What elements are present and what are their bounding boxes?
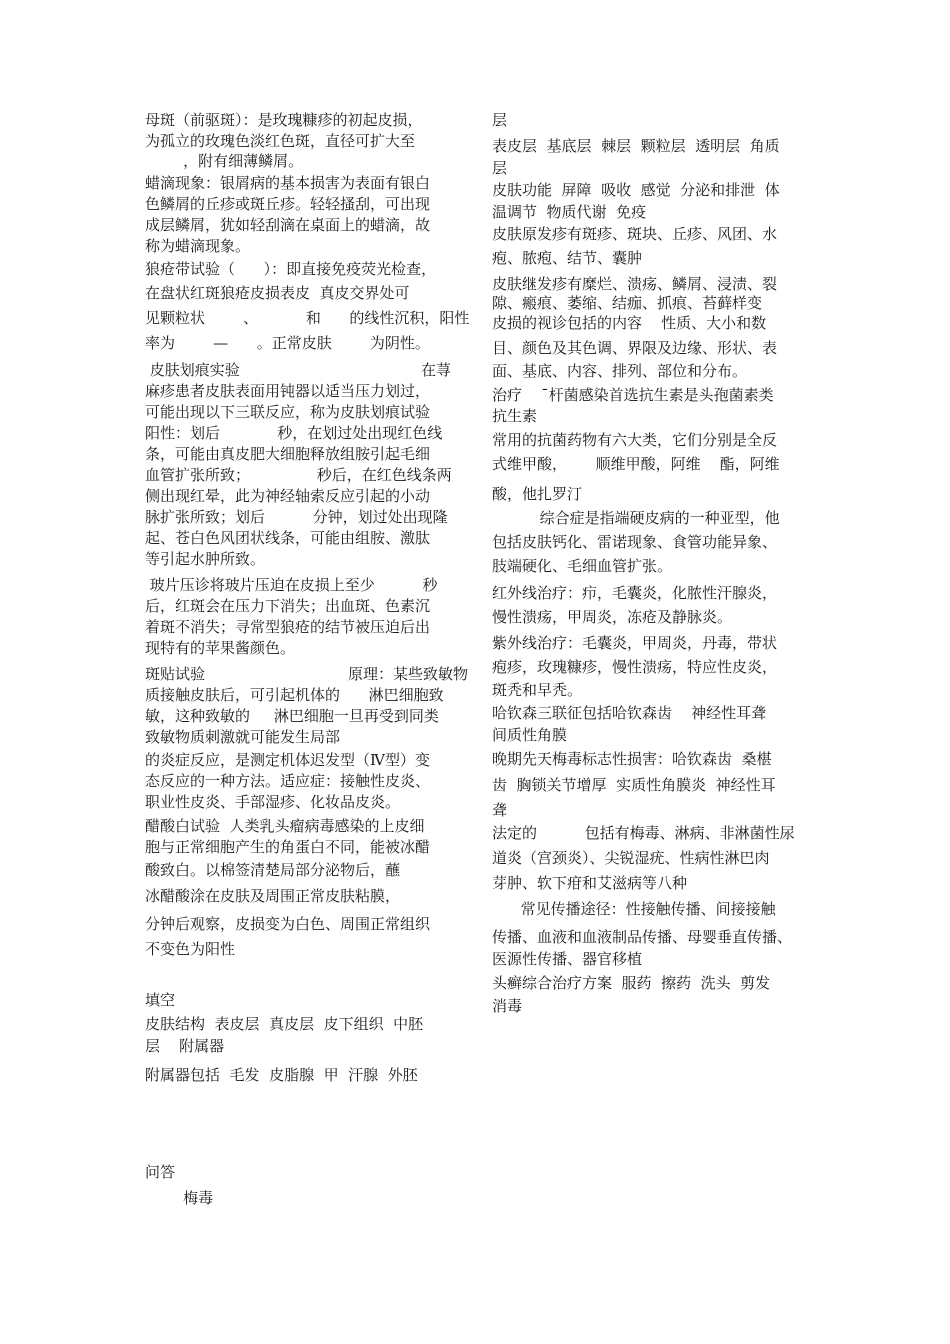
right-column-line: 隙、瘢痕、萎缩、结痂、抓痕、苔藓样变 bbox=[492, 294, 763, 312]
left-column-line: 率为 — 。正常皮肤 为阴性。 bbox=[145, 334, 430, 352]
right-column-line: 式维甲酸， 顺维甲酸，阿维 酯，阿维 bbox=[492, 455, 780, 473]
left-column-line: 脉扩张所致；划后 分钟，划过处出现隆 bbox=[145, 508, 448, 526]
left-column-line: 条，可能由真皮肥大细胞释放组胺引起毛细 bbox=[145, 445, 431, 463]
left-column-line: 皮肤划痕实验 在荨 bbox=[145, 361, 451, 379]
right-column-line: 紫外线治疗：毛囊炎，甲周炎，丹毒，带状 bbox=[492, 634, 778, 652]
right-column-line: 表皮层 基底层 棘层 颗粒层 透明层 角质 bbox=[492, 137, 780, 155]
right-column-line: 面、基底、内容、排列、部位和分布。 bbox=[492, 362, 748, 380]
left-column-line: 成层鳞屑，犹如轻刮滴在桌面上的蜡滴，故 bbox=[145, 216, 431, 234]
left-column-line: 不变色为阳性 bbox=[145, 940, 236, 958]
right-column-line: 消毒 bbox=[492, 997, 523, 1015]
left-column-line: 层 附属器 bbox=[145, 1037, 225, 1055]
right-column-line: 综合症是指端硬皮病的一种亚型，他 bbox=[492, 509, 780, 527]
left-column-line: 着斑不消失；寻常型狼疮的结节被压迫后出 bbox=[145, 618, 431, 636]
left-column-line: 可能出现以下三联反应，称为皮肤划痕试验 bbox=[145, 403, 431, 421]
left-column-line: 狼疮带试验（ ）：即直接免疫荧光检查， bbox=[145, 260, 437, 278]
right-column-line: 皮损的视诊包括的内容 性质、大小和数 bbox=[492, 314, 767, 332]
left-column-line: 侧出现红晕，此为神经轴索反应引起的小动 bbox=[145, 487, 431, 505]
left-column-line: 醋酸白试验 人类乳头瘤病毒感染的上皮细 bbox=[145, 817, 425, 835]
left-column-line: 填空 bbox=[145, 991, 176, 1009]
right-column-line: 皮肤原发疹有斑疹、斑块、丘疹、风团、水 bbox=[492, 225, 778, 243]
right-column-line: 常用的抗菌药物有六大类，它们分别是全反 bbox=[492, 431, 778, 449]
right-column-line: 治疗 ˉ杆菌感染首选抗生素是头孢菌素类 bbox=[492, 386, 774, 404]
right-column-line: 医源性传播、器官移植 bbox=[492, 950, 643, 968]
left-column-line: 皮肤结构 表皮层 真皮层 皮下组织 中胚 bbox=[145, 1015, 424, 1033]
left-column-line: 致敏物质刺激就可能发生局部 bbox=[145, 728, 341, 746]
left-column-line: 梅毒 bbox=[145, 1189, 214, 1207]
left-column-line: 附属器包括 毛发 皮脂腺 甲 汗腺 外胚 bbox=[145, 1066, 418, 1084]
right-column-line: 疱疹，玫瑰糠疹，慢性溃疡，特应性皮炎， bbox=[492, 658, 778, 676]
left-column-line: 的炎症反应，是测定机体迟发型（Ⅳ型）变 bbox=[145, 751, 430, 769]
right-column-line: 传播、血液和血液制品传播、母婴垂直传播、 bbox=[492, 928, 793, 946]
right-column-line: 晚期先天梅毒标志性损害：哈钦森齿 桑椹 bbox=[492, 750, 772, 768]
left-column-line: ，附有细薄鳞屑。 bbox=[145, 152, 304, 170]
left-column-line: 为孤立的玫瑰色淡红色斑，直径可扩大至 bbox=[145, 132, 416, 150]
left-column-line: 在盘状红斑狼疮皮损表皮 真皮交界处可 bbox=[145, 284, 410, 302]
right-column-line: 斑秃和早秃。 bbox=[492, 681, 583, 699]
right-column-line: 皮肤功能 屏障 吸收 感觉 分泌和排泄 体 bbox=[492, 181, 780, 199]
right-column-line: 疱、脓疱、结节、囊肿 bbox=[492, 249, 643, 267]
right-column-line: 肢端硬化、毛细血管扩张。 bbox=[492, 557, 673, 575]
left-column-line: 胞与正常细胞产生的角蛋白不同，能被冰醋 bbox=[145, 838, 431, 856]
left-column-line: 职业性皮炎、手部湿疹、化妆品皮炎。 bbox=[145, 793, 401, 811]
left-column-line: 色鳞屑的丘疹或斑丘疹。轻轻搔刮，可出现 bbox=[145, 195, 431, 213]
left-column-line: 称为蜡滴现象。 bbox=[145, 237, 251, 255]
right-column-line: 道炎（宫颈炎）、尖锐湿疣、性病性淋巴肉 bbox=[492, 849, 770, 867]
right-column-line: 温调节 物质代谢 免疫 bbox=[492, 203, 647, 221]
left-column-line: 分钟后观察，皮损变为白色、周围正常组织 bbox=[145, 915, 431, 933]
left-column-line: 起、苍白色风团状线条，可能由组胺、激肽 bbox=[145, 529, 431, 547]
right-column-line: 酸，他扎罗汀 bbox=[492, 485, 583, 503]
right-column-line: 哈钦森三联征包括哈钦森齿 神经性耳聋 bbox=[492, 704, 767, 722]
right-column-line: 层 bbox=[492, 159, 508, 177]
right-column-line: 间质性角膜 bbox=[492, 726, 568, 744]
left-column-line: 态反应的一种方法。适应症：接触性皮炎、 bbox=[145, 772, 431, 790]
left-column-line: 血管扩张所致； 秒后，在红色线条两 bbox=[145, 466, 452, 484]
left-column-line: 阳性：划后 秒，在划过处出现红色线 bbox=[145, 424, 443, 442]
left-column-line: 斑贴试验 原理：某些致敏物 bbox=[145, 665, 469, 683]
right-column-line: 聋 bbox=[492, 801, 508, 819]
left-column-line: 现特有的苹果酱颜色。 bbox=[145, 639, 296, 657]
right-column-line: 慢性溃疡，甲周炎，冻疮及静脉炎。 bbox=[492, 608, 733, 626]
left-column-line: 质接触皮肤后，可引起机体的 淋巴细胞致 bbox=[145, 686, 444, 704]
left-column-line: 母斑（前驱斑）：是玫瑰糠疹的初起皮损， bbox=[145, 111, 423, 129]
right-column-line: 头癣综合治疗方案 服药 擦药 洗头 剪发 bbox=[492, 974, 771, 992]
left-column-line: 见颗粒状 、 和 的线性沉积，阳性 bbox=[145, 309, 470, 327]
left-column-line: 酸致白。以棉签清楚局部分泌物后，蘸 bbox=[145, 861, 401, 879]
left-column-line: 后，红斑会在压力下消失；出血斑、色素沉 bbox=[145, 597, 431, 615]
right-column-line: 层 bbox=[492, 111, 508, 129]
left-column-line: 敏，这种致敏的 淋巴细胞一旦再受到同类 bbox=[145, 707, 439, 725]
right-column-line: 包括皮肤钙化、雷诺现象、食管功能异象、 bbox=[492, 533, 778, 551]
right-column-line: 法定的 包括有梅毒、淋病、非淋菌性尿 bbox=[492, 824, 795, 842]
left-column-line: 麻疹患者皮肤表面用钝器以适当压力划过， bbox=[145, 382, 431, 400]
right-column-line: 芽肿、软下疳和艾滋病等八种 bbox=[492, 874, 688, 892]
right-column-line: 抗生素 bbox=[492, 407, 538, 425]
left-column-line: 冰醋酸涂在皮肤及周围正常皮肤粘膜， bbox=[145, 887, 401, 905]
left-column-line: 等引起水肿所致。 bbox=[145, 550, 266, 568]
right-column-line: 常见传播途径：性接触传播、间接接触 bbox=[492, 900, 776, 918]
left-column-line: 问答 bbox=[145, 1163, 176, 1181]
right-column-line: 齿 胸锁关节增厚 实质性角膜炎 神经性耳 bbox=[492, 776, 776, 794]
right-column-line: 目、颜色及其色调、界限及边缘、形状、表 bbox=[492, 339, 778, 357]
right-column-line: 皮肤继发疹有糜烂、溃疡、鳞屑、浸渍、裂 bbox=[492, 275, 778, 293]
left-column-line: 玻片压诊将玻片压迫在皮损上至少 秒 bbox=[145, 576, 438, 594]
right-column-line: 红外线治疗：疖，毛囊炎，化脓性汗腺炎， bbox=[492, 584, 778, 602]
left-column-line: 蜡滴现象：银屑病的基本损害为表面有银白 bbox=[145, 174, 431, 192]
